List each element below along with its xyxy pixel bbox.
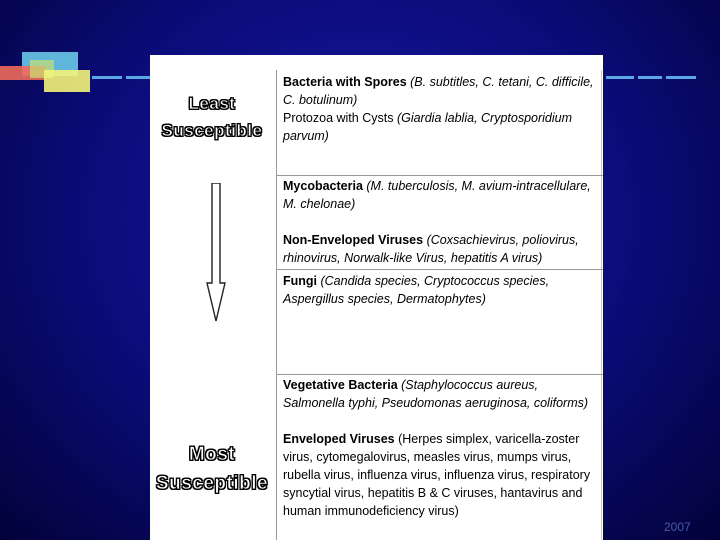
organism-examples: (Herpes simplex, varicella-zoster virus, cytomegalovirus, measles virus, mumps virus, rubella virus, influenza virus, influenza virus, respiratory syncytial virus, hepatitis B & C viruses, hantavirus and human immunodeficiency virus) [283, 432, 591, 518]
spacer [283, 213, 603, 231]
organism-group-name: Bacteria with Spores [283, 75, 407, 89]
column-divider [276, 70, 277, 540]
least-susceptible-label: Least Susceptible [161, 94, 263, 140]
organism-group-name: Protozoa with Cysts [283, 111, 394, 125]
organism-examples: (Candida species, Cryptococcus species, Aspergillus species, Dermatophytes) [283, 274, 550, 306]
organism-entry [283, 272, 603, 308]
organism-entry [283, 231, 603, 267]
footer-year: 2007 [664, 520, 691, 534]
row-cell [283, 73, 603, 145]
susceptibility-table-image [150, 55, 603, 540]
organism-examples: (Staphylococcus aureus, Salmonella typhi, Pseudomonas aeruginosa, coliforms) [283, 378, 589, 410]
organism-examples: (Coxsachievirus, poliovirus, rhinovirus, Norwalk-like Virus, hepatitis A virus) [283, 233, 579, 265]
organism-group-name: Vegetative Bacteria [283, 378, 398, 392]
organism-group-name: Mycobacteria [283, 179, 363, 193]
organism-entry [283, 430, 603, 520]
organism-entry [283, 73, 603, 109]
row-cell [283, 177, 603, 267]
down-arrow-icon [206, 183, 226, 323]
decor-line [666, 76, 696, 79]
decor-line [638, 76, 662, 79]
row-divider [276, 374, 603, 375]
row-divider [276, 175, 603, 176]
organism-examples: (M. tuberculosis, M. avium-intracellulare, M. chelonae) [283, 179, 591, 211]
organism-entry [283, 177, 603, 213]
organism-entry [283, 376, 603, 412]
decor-line [92, 76, 122, 79]
row-cell [283, 272, 603, 308]
organism-examples: (Giardia lablia, Cryptosporidium parvum) [283, 111, 573, 143]
decor-block-yellow [44, 70, 90, 92]
row-cell [283, 376, 603, 520]
decor-line [606, 76, 634, 79]
decor-line [126, 76, 150, 79]
organism-group-name: Enveloped Viruses [283, 432, 395, 446]
organism-entry [283, 109, 603, 145]
row-divider [276, 269, 603, 270]
spacer [283, 412, 603, 430]
organism-group-name: Fungi [283, 274, 318, 288]
most-susceptible-label: Most Susceptible [155, 444, 269, 494]
organism-examples: (B. subtitles, C. tetani, C. difficile, C. botulinum) [283, 75, 594, 107]
organism-group-name: Non-Enveloped Viruses [283, 233, 424, 247]
